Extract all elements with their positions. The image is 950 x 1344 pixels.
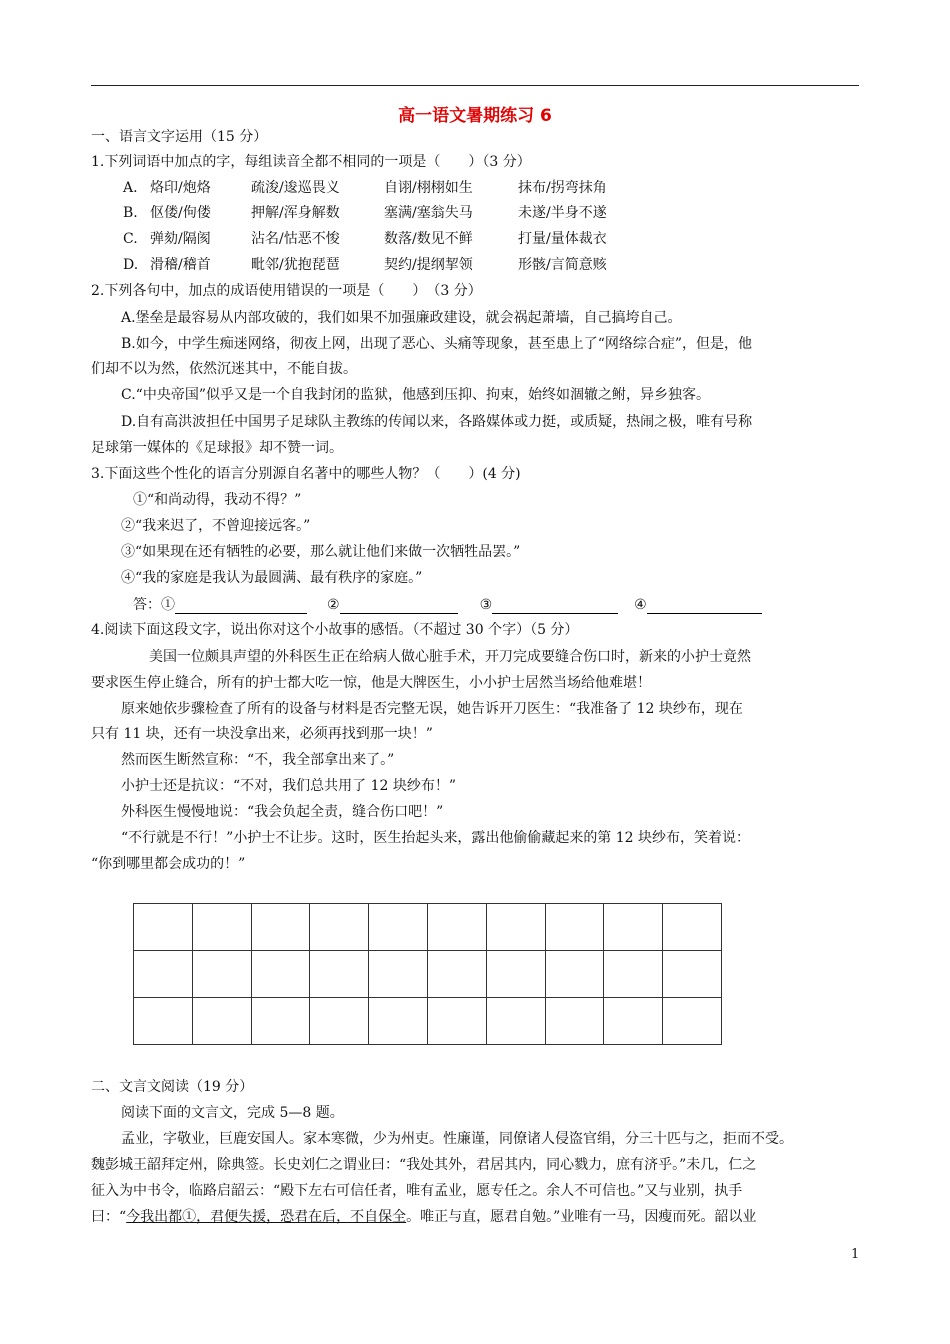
classical-text-line <box>91 1208 756 1226</box>
grid-row <box>134 951 722 998</box>
classical-text-line: 魏彭城王韶拜定州，除典签。长史刘仁之谓业曰：“我处其外，君居其内，同心戮力，庶有济乎。”未几，仁之 <box>91 1157 757 1173</box>
option-label: B. <box>123 205 138 221</box>
q1-option-a <box>123 179 607 197</box>
q4-passage-line: 要求医生停止缝合，所有的护士都大吃一惊，他是大牌医生，小小护士居然当场给他难堪！ <box>91 675 651 691</box>
option-label: A. <box>123 180 138 196</box>
answer-blank-1[interactable] <box>175 599 307 614</box>
q4-passage-line: 只有 11 块，还有一块没拿出来，必须再找到那一块！” <box>91 726 433 742</box>
option-word: 抹布/拐弯抹角 <box>518 180 607 196</box>
q3-answer-line <box>133 596 762 614</box>
q3-quote-3: ③“如果现在还有牺牲的必要，那么就让他们来做一次牺牲品罢。” <box>121 544 521 560</box>
q4-passage-line: 原来她依步骤检查了所有的设备与材料是否完整无误，她告诉开刀医生：“我准备了 12 块纱布，现在 <box>121 701 743 717</box>
underlined-sentence: 今我出都①，君便失援，恐君在后，不自保全 <box>126 1209 407 1225</box>
q2-option-b-line1: B.如今，中学生痴迷网络，彻夜上网，出现了恶心、头痛等现象，甚至患上了“网络综合症”，但是，他 <box>121 336 753 352</box>
q2-stem: 2.下列各句中，加点的成语使用错误的一项是（ ） （3 分） <box>91 283 482 299</box>
option-word: 毗邻/犹抱琵琶 <box>251 257 340 273</box>
page-number: 1 <box>851 1247 860 1262</box>
option-word: 滑稽/稽首 <box>150 257 211 273</box>
header-rule <box>91 85 859 86</box>
section1-heading: 一、语言文字运用（15 分） <box>91 129 268 145</box>
answer-label: 答： <box>133 597 161 613</box>
option-word: 自诩/栩栩如生 <box>384 180 473 196</box>
q4-stem: 4.阅读下面这段文字，说出你对这个小故事的感悟。（不超过 30 个字）（5 分） <box>91 622 579 638</box>
q3-quote-1: ①“和尚动得，我动不得？” <box>133 492 302 508</box>
page-title: 高一语文暑期练习 6 <box>398 106 552 126</box>
option-label: D. <box>123 257 139 273</box>
q2-option-d-line2: 足球第一媒体的《足球报》却不赞一词。 <box>91 440 343 456</box>
q3-quote-4: ④“我的家庭是我认为最圆满、最有秩序的家庭。” <box>121 570 423 586</box>
q4-passage-line: “你到哪里都会成功的！” <box>91 856 246 872</box>
option-word: 沾名/怙恶不悛 <box>251 231 340 247</box>
q4-passage-line: 外科医生慢慢地说：“我会负起全责，缝合伤口吧！” <box>121 804 444 820</box>
answer-mark: ③ <box>479 597 493 613</box>
classical-text-line: 孟业，字敬业，巨鹿安国人。家本寒微，少为州吏。性廉谨，同僚诸人侵盗官绢，分三十匹与之，拒而不受。 <box>121 1131 793 1147</box>
section2-intro: 阅读下面的文言文，完成 5—8 题。 <box>121 1105 344 1121</box>
option-word: 数落/数见不鲜 <box>384 231 473 247</box>
q1-option-c <box>123 230 607 248</box>
q2-option-d-line1: D.自有高洪波担任中国男子足球队主教练的传闻以来，各路媒体或力挺，或质疑，热闹之极，唯有号称 <box>121 414 753 430</box>
q1-stem: 1.下列词语中加点的字，每组读音全都不相同的一项是（ ）（3 分） <box>91 154 531 170</box>
q2-option-a: A.堡垒是最容易从内部攻破的，我们如果不加强廉政建设，就会祸起萧墙，自己搞垮自己。 <box>121 310 682 326</box>
answer-mark: ② <box>327 597 340 613</box>
option-word: 打量/量体裁衣 <box>518 231 607 247</box>
grid-row <box>134 998 722 1045</box>
option-word: 未遂/半身不遂 <box>518 205 607 221</box>
option-word: 塞满/塞翁失马 <box>384 205 473 221</box>
option-word: 烙印/炮烙 <box>150 180 211 196</box>
q1-option-d <box>123 256 607 274</box>
grid-row <box>134 904 722 951</box>
q3-quote-2: ②“我来迟了，不曾迎接远客。” <box>121 518 311 534</box>
answer-blank-4[interactable] <box>647 599 762 614</box>
q2-option-c: C.“中央帝国”似乎又是一个自我封闭的监狱，他感到压抑、拘束，始终如涸辙之鲋，异乡独客。 <box>121 387 710 403</box>
answer-blank-3[interactable] <box>492 599 618 614</box>
q4-passage-line: “不行就是不行！”小护士不让步。这时，医生抬起头来，露出他偷偷藏起来的第 12 块纱布，笑着说： <box>121 830 751 846</box>
text-segment: 曰：“ <box>91 1209 127 1225</box>
answer-blank-2[interactable] <box>340 599 458 614</box>
option-label: C. <box>123 231 138 247</box>
option-word: 伛偻/佝偻 <box>150 205 211 221</box>
q4-passage-line: 美国一位颇具声望的外科医生正在给病人做心脏手术，开刀完成要缝合伤口时，新来的小护士竟然 <box>149 649 751 665</box>
option-word: 形骸/言简意赅 <box>518 257 607 273</box>
option-word: 疏浚/逡巡畏义 <box>251 180 340 196</box>
option-word: 契约/提纲挈领 <box>384 257 473 273</box>
q1-option-b <box>123 204 607 222</box>
q3-stem: 3.下面这些个性化的语言分别源自名著中的哪些人物？（ ）(4 分) <box>91 466 521 482</box>
q4-passage-line: 小护士还是抗议：“不对，我们总共用了 12 块纱布！” <box>121 778 457 794</box>
option-word: 押解/浑身解数 <box>251 205 340 221</box>
option-word: 弹劾/隔阂 <box>150 231 211 247</box>
answer-mark: ① <box>161 597 175 613</box>
q4-passage-line: 然而医生断然宣称：“不，我全部拿出来了。” <box>121 752 395 768</box>
classical-text-line: 征入为中书令，临路启韶云：“殿下左右可信任者，唯有孟业，愿专任之。余人不可信也。”又与业别，执手 <box>91 1183 743 1199</box>
section2-heading: 二、文言文阅读（19 分） <box>91 1079 254 1095</box>
q2-option-b-line2: 们却不以为然，依然沉迷其中，不能自拔。 <box>91 361 357 377</box>
answer-grid[interactable] <box>133 903 722 1045</box>
text-segment: 。唯正与直，愿君自勉。”业唯有一马，因瘦而死。韶以业 <box>406 1209 757 1225</box>
answer-mark: ④ <box>634 597 647 613</box>
